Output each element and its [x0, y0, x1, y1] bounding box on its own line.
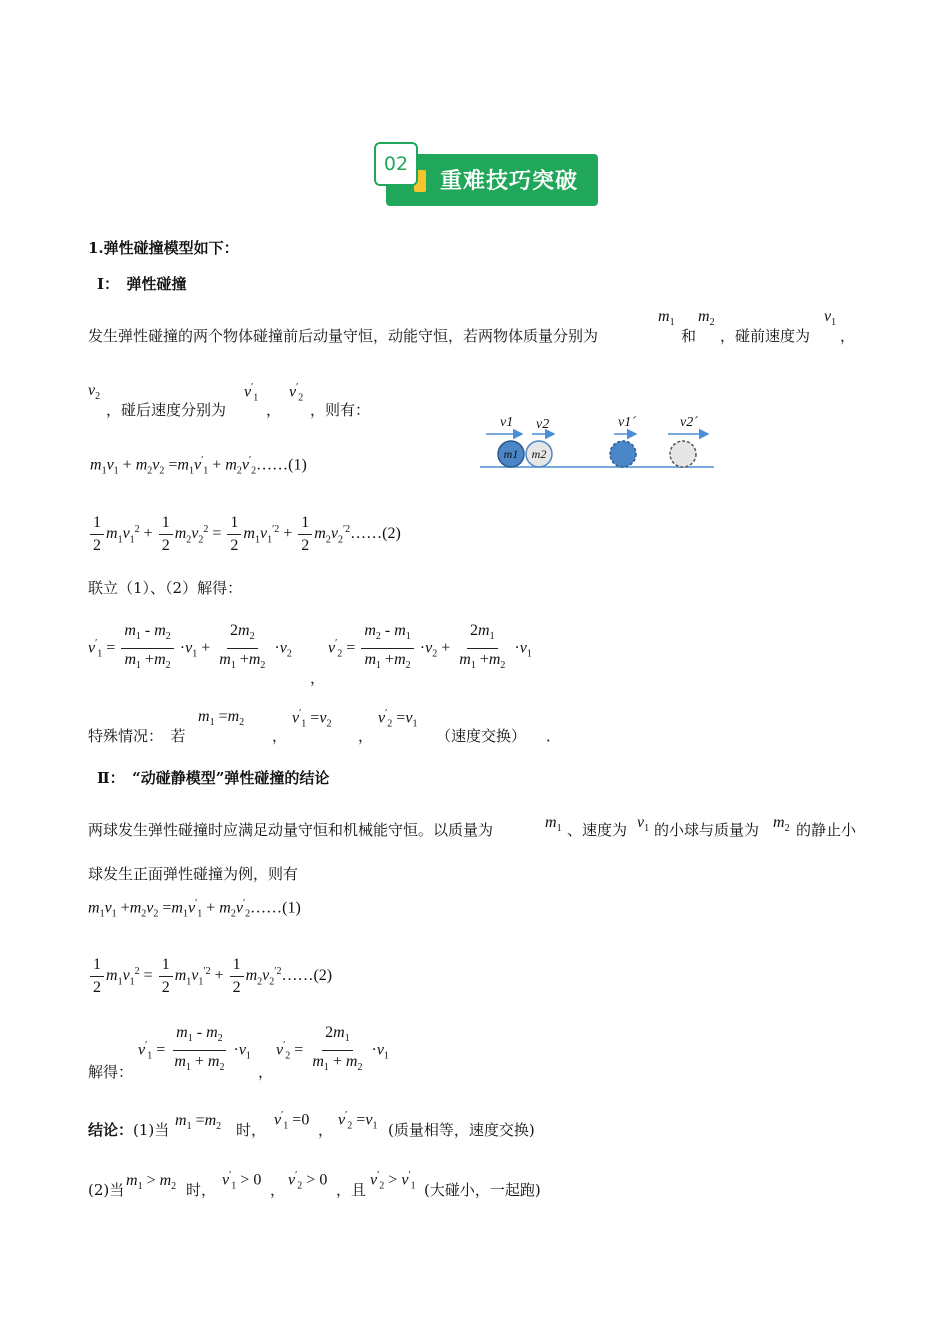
math-m1: $m_1$ — [545, 814, 562, 835]
math-v2p-gt-0: $v'_2 > 0$ — [288, 1170, 328, 1192]
para-s2d: 的静止小 — [796, 821, 857, 839]
math-m1-eq-m2: $m_1 =m_2$ — [175, 1112, 222, 1133]
eq-tag: (2) — [313, 967, 333, 985]
solution-v2p: $v'_2$ = $\frac{m_2 - m_1}{m_1 +m_2}$ $\cdot v_2$ + $\frac{2m_1}{m_1 +m_2}$ $\cdot v_1$ — [328, 622, 532, 672]
para-s2c: 的小球与质量为 — [654, 821, 760, 839]
label-v1p: v1´ — [618, 415, 636, 430]
para-1b: ，碰前速度为 — [720, 327, 811, 345]
subheading-2: Ⅱ： “动碰静模型”弹性碰撞的结论 — [97, 769, 330, 787]
comma: ， — [840, 327, 856, 345]
badge-number: 02 — [374, 142, 418, 186]
equation-momentum: $m_1v_1 + m_2v_2 =m_1v'_1$ + $m_2v'_2\dots\dots(1)$ — [90, 455, 307, 477]
eq-tag: (2) — [382, 525, 401, 543]
para-1a: 发生弹性碰撞的两个物体碰撞前后动量守恒，动能守恒，若两物体质量分别为 — [88, 327, 599, 345]
comma: ， — [310, 669, 326, 687]
label-v2p: v2´ — [680, 415, 698, 430]
math-m2: $m_2$ — [773, 814, 790, 835]
ball-m2-after — [670, 441, 696, 467]
special-case: 特殊情况： 若 — [88, 727, 186, 745]
section-title: 重难技巧突破 — [440, 169, 579, 194]
math-v2p: $v'_2$ — [289, 382, 304, 404]
solution-v1p: $v'_1$ = $\frac{m_1 - m_2}{m_1 +m_2}$ $\cdot v_1$ + $\frac{2m_2}{m_1 +m_2}$ $\cdot v_2$ — [88, 622, 292, 672]
math-v2: $v_2$ — [88, 382, 101, 403]
c1-a: (1)当 — [133, 1121, 170, 1139]
c1-c: ， — [318, 1121, 334, 1139]
solve-text-2: 解得： — [88, 1063, 134, 1081]
eq-tag: (1) — [282, 899, 301, 917]
c2-d: ，且 — [336, 1181, 367, 1199]
ball-m1-after — [610, 441, 636, 467]
heading-1: 1.弹性碰撞模型如下： — [88, 239, 239, 257]
comma: ， — [266, 401, 282, 419]
comma: ， — [272, 727, 288, 745]
math-v1p-eq-0: $v'_1 =0$ — [274, 1110, 310, 1132]
para-s2e: 球发生正面弹性碰撞为例，则有 — [88, 865, 299, 883]
c1-b: 时， — [236, 1121, 267, 1139]
c2-b: 时， — [186, 1181, 217, 1199]
c2-c: ， — [270, 1181, 286, 1199]
conclusion-1 — [88, 1120, 169, 1140]
math-v2p-eq-v1: $v'_2 =v_1$ — [378, 708, 418, 730]
c2-e: (大碰小，一起跑) — [424, 1181, 541, 1199]
comma: ， — [358, 727, 374, 745]
word-and: 和 — [681, 327, 697, 345]
math-m2: $m_2$ — [698, 308, 715, 329]
para-s2a: 两球发生弹性碰撞时应满足动量守恒和机械能守恒。以质量为 — [88, 821, 494, 839]
math-v2p-eq-v1: $v'_2 =v_1$ — [338, 1110, 378, 1132]
solution-v2p-2: $v'_2$ = $\frac{2m_1}{m_1 + m_2}$ $\cdot v_1$ — [276, 1024, 389, 1074]
para-s2b: 、速度为 — [567, 821, 628, 839]
math-v1p-eq-v2: $v'_1 =v_2$ — [292, 708, 332, 730]
math-v1p: $v'_1$ — [244, 382, 259, 404]
equation-energy: $\frac{1}{2}$ $m_1v_1^2$ + $\frac{1}{2}$ $m_2v_2^2$ = $\frac{1}{2}$ $m_1v_1^{'2}$ + $\frac{1}{2}$ $m_2v_2^{'2}\dots\dots(2)$ — [88, 514, 401, 555]
solution-v1p-2: $v'_1$ = $\frac{m_1 - m_2}{m_1 + m_2}$ $\cdot v_1$ — [138, 1024, 251, 1074]
label-m1: m1 — [503, 447, 519, 461]
label-v1: v1 — [500, 415, 514, 430]
equation-energy-2: $\frac{1}{2}$ $m_1v_1^2$ = $\frac{1}{2}$ $m_1v_1^{'2}$ + $\frac{1}{2}$ $m_2v_2^{'2}\dots\dots(2)$ — [88, 956, 332, 997]
label-m2: m2 — [531, 447, 547, 461]
solve-text: 联立（1）、（2）解得： — [88, 579, 243, 597]
equation-momentum-2: $m_1v_1 +m_2v_2 =m_1v'_1$ + $m_2v'_2\dots\dots(1)$ — [88, 898, 301, 920]
subheading-1: Ⅰ： 弹性碰撞 — [97, 275, 187, 293]
collision-diagram — [478, 410, 718, 472]
math-v1p-gt-0: $v'_1 > 0$ — [222, 1170, 262, 1192]
eq-tag: (1) — [288, 456, 307, 474]
math-v1: $v_1$ — [824, 308, 837, 329]
math-m1-eq-m2: $m_1 =m_2$ — [198, 708, 245, 729]
para-2: ，碰后速度分别为 — [106, 401, 227, 419]
math-m1-gt-m2: $m_1 > m_2$ — [126, 1172, 177, 1193]
math-m1: $m_1$ — [658, 308, 675, 329]
swap-note: （速度交换） — [436, 727, 527, 745]
math-v1: $v_1$ — [637, 814, 650, 835]
c2-a: (2)当 — [88, 1181, 125, 1199]
math-v2p-gt-v1p: $v'_2 > v'_1$ — [370, 1170, 416, 1192]
para-2b: ，则有： — [310, 401, 371, 419]
comma: ， — [258, 1063, 274, 1081]
label-v2: v2 — [536, 417, 550, 432]
conclusion-label: 结论： — [88, 1121, 134, 1139]
period: ． — [546, 727, 562, 745]
c1-d: (质量相等，速度交换) — [388, 1121, 535, 1139]
